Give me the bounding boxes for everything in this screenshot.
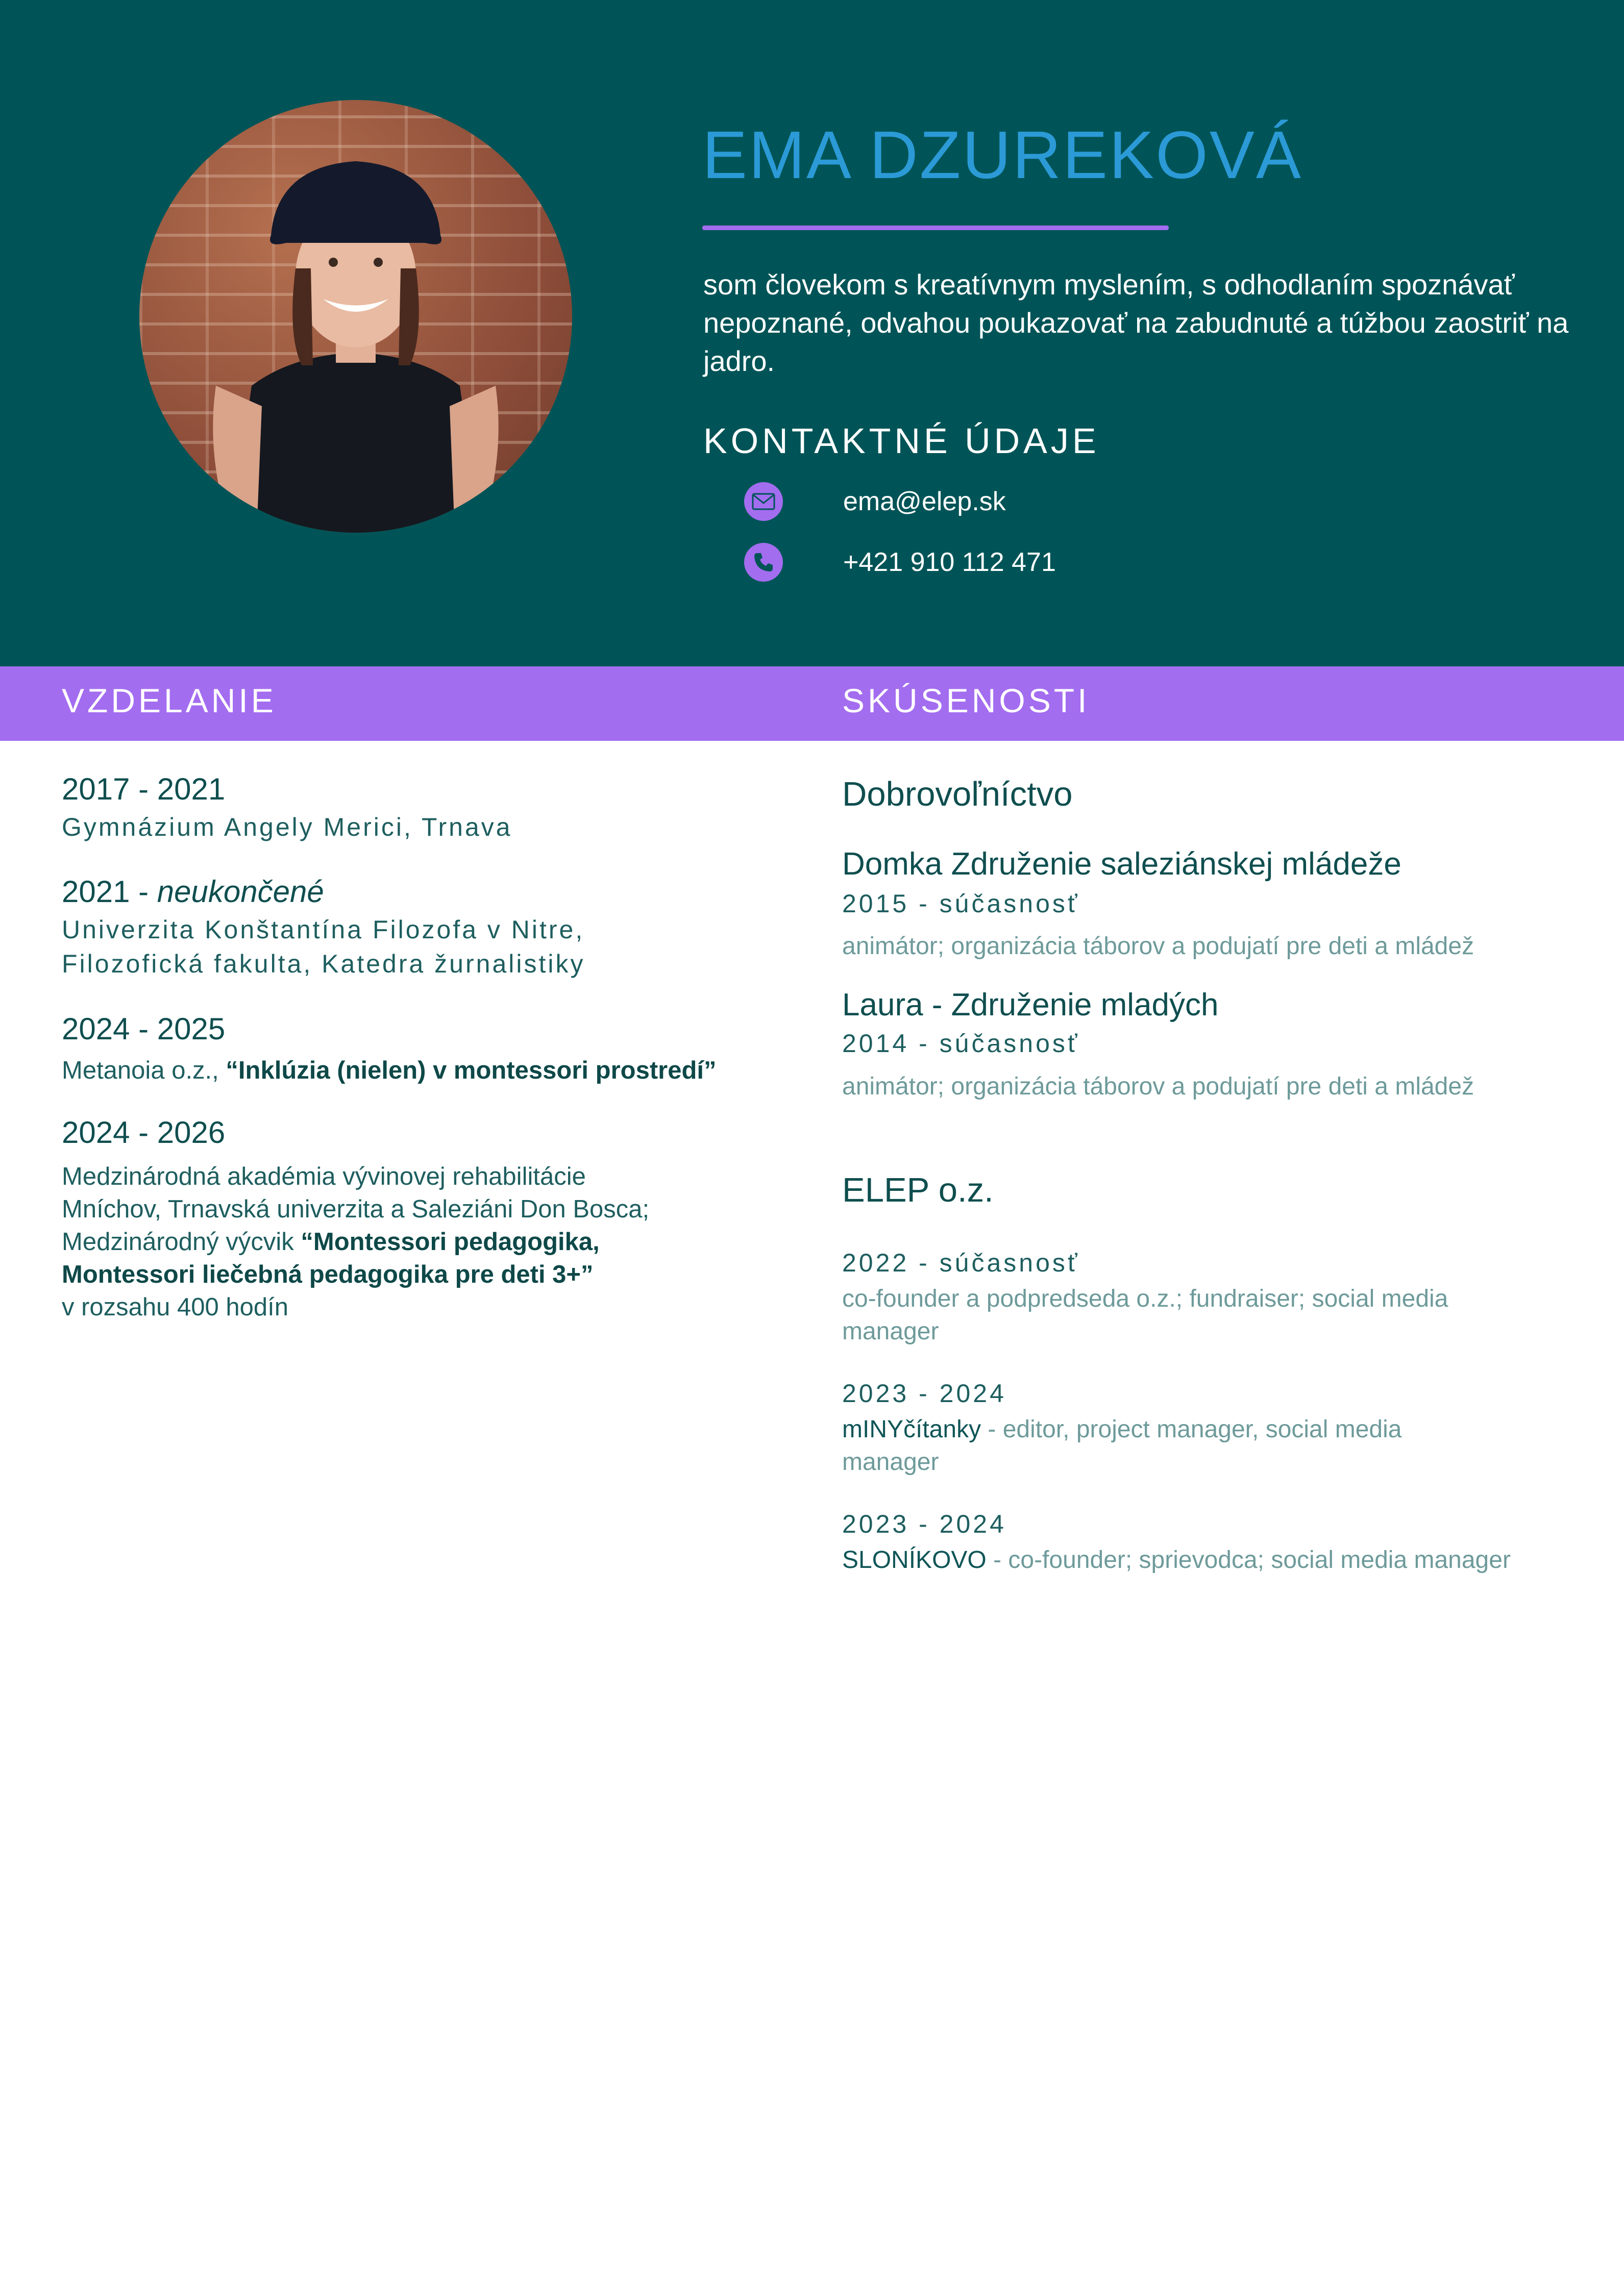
experience-heading: SKÚSENOSTI [842, 682, 1090, 719]
elep-period-1: 2022 - súčasnosť [842, 1249, 1080, 1277]
edu-course-4-line1: Medzinárodná akadémia vývinovej rehabilitácie [62, 1163, 586, 1190]
elep-title: ELEP o.z. [842, 1171, 994, 1209]
edu-school-1: Gymnázium Angely Merici, Trnava [62, 813, 512, 841]
elep-period-2: 2023 - 2024 [842, 1379, 1006, 1408]
contact-email[interactable]: ema@elep.sk [843, 487, 1006, 516]
education-heading: VZDELANIE [62, 682, 277, 719]
edu-years-4: 2024 - 2026 [62, 1115, 226, 1150]
edu-school-2-line1: Univerzita Konštantína Filozofa v Nitre, [62, 915, 585, 944]
edu-years-2: 2021 - neukončené [62, 875, 324, 909]
contact-heading: KONTAKTNÉ ÚDAJE [703, 421, 1100, 461]
elep-desc-1-line2: manager [842, 1318, 939, 1345]
edu-course-4-line5: v rozsahu 400 hodín [62, 1293, 289, 1321]
exp-org-1: Domka Združenie saleziánskej mládeže [842, 846, 1401, 882]
elep-desc-1-line1: co-founder a podpredseda o.z.; fundraiser; social media [842, 1285, 1448, 1312]
intro-text: som človekom s kreatívnym myslením, s odhodlaním spoznávať nepoznané, odvahou poukazovať na zabudnuté a túžbou zaostriť na jadro. [703, 268, 1569, 377]
edu-course-4-line3: Medzinárodný výcvik “Montessori pedagogika, [62, 1228, 600, 1256]
edu-years-3: 2024 - 2025 [62, 1012, 226, 1046]
elep-desc-3: SLONÍKOVO - co-founder; sprievodca; social media manager [842, 1546, 1511, 1574]
email-icon [744, 482, 783, 521]
volunteering-title: Dobrovoľníctvo [842, 775, 1073, 813]
exp-period-2: 2014 - súčasnosť [842, 1029, 1080, 1058]
person-name: EMA DZUREKOVÁ [702, 117, 1302, 192]
elep-desc-2-line2: manager [842, 1449, 939, 1476]
contact-email-row[interactable] [744, 482, 1006, 521]
exp-period-1: 2015 - súčasnosť [842, 889, 1080, 918]
exp-org-2: Laura - Združenie mladých [842, 987, 1219, 1022]
edu-course-4-line4: Montessori liečebná pedagogika pre deti 3+” [62, 1261, 594, 1288]
phone-icon [744, 543, 783, 582]
profile-photo [139, 100, 572, 533]
edu-course-4-line2: Mníchov, Trnavská univerzita a Saleziáni Don Bosca; [62, 1195, 650, 1223]
edu-school-2-line2: Filozofická fakulta, Katedra žurnalistiky [62, 950, 585, 978]
edu-course-3: Metanoia o.z., “Inklúzia (nielen) v montessori prostredí” [62, 1057, 717, 1084]
exp-desc-1: animátor; organizácia táborov a podujatí pre deti a mládež [842, 933, 1474, 960]
elep-period-3: 2023 - 2024 [842, 1510, 1006, 1538]
contact-phone-row[interactable] [744, 543, 1056, 582]
name-underline [702, 226, 1169, 230]
person-silhouette [139, 100, 572, 533]
edu-years-1: 2017 - 2021 [62, 772, 226, 806]
contact-phone[interactable]: +421 910 112 471 [843, 547, 1056, 577]
elep-desc-2-line1: mINYčítanky - editor, project manager, social media [842, 1416, 1402, 1443]
exp-desc-2: animátor; organizácia táborov a podujatí pre deti a mládež [842, 1073, 1474, 1100]
